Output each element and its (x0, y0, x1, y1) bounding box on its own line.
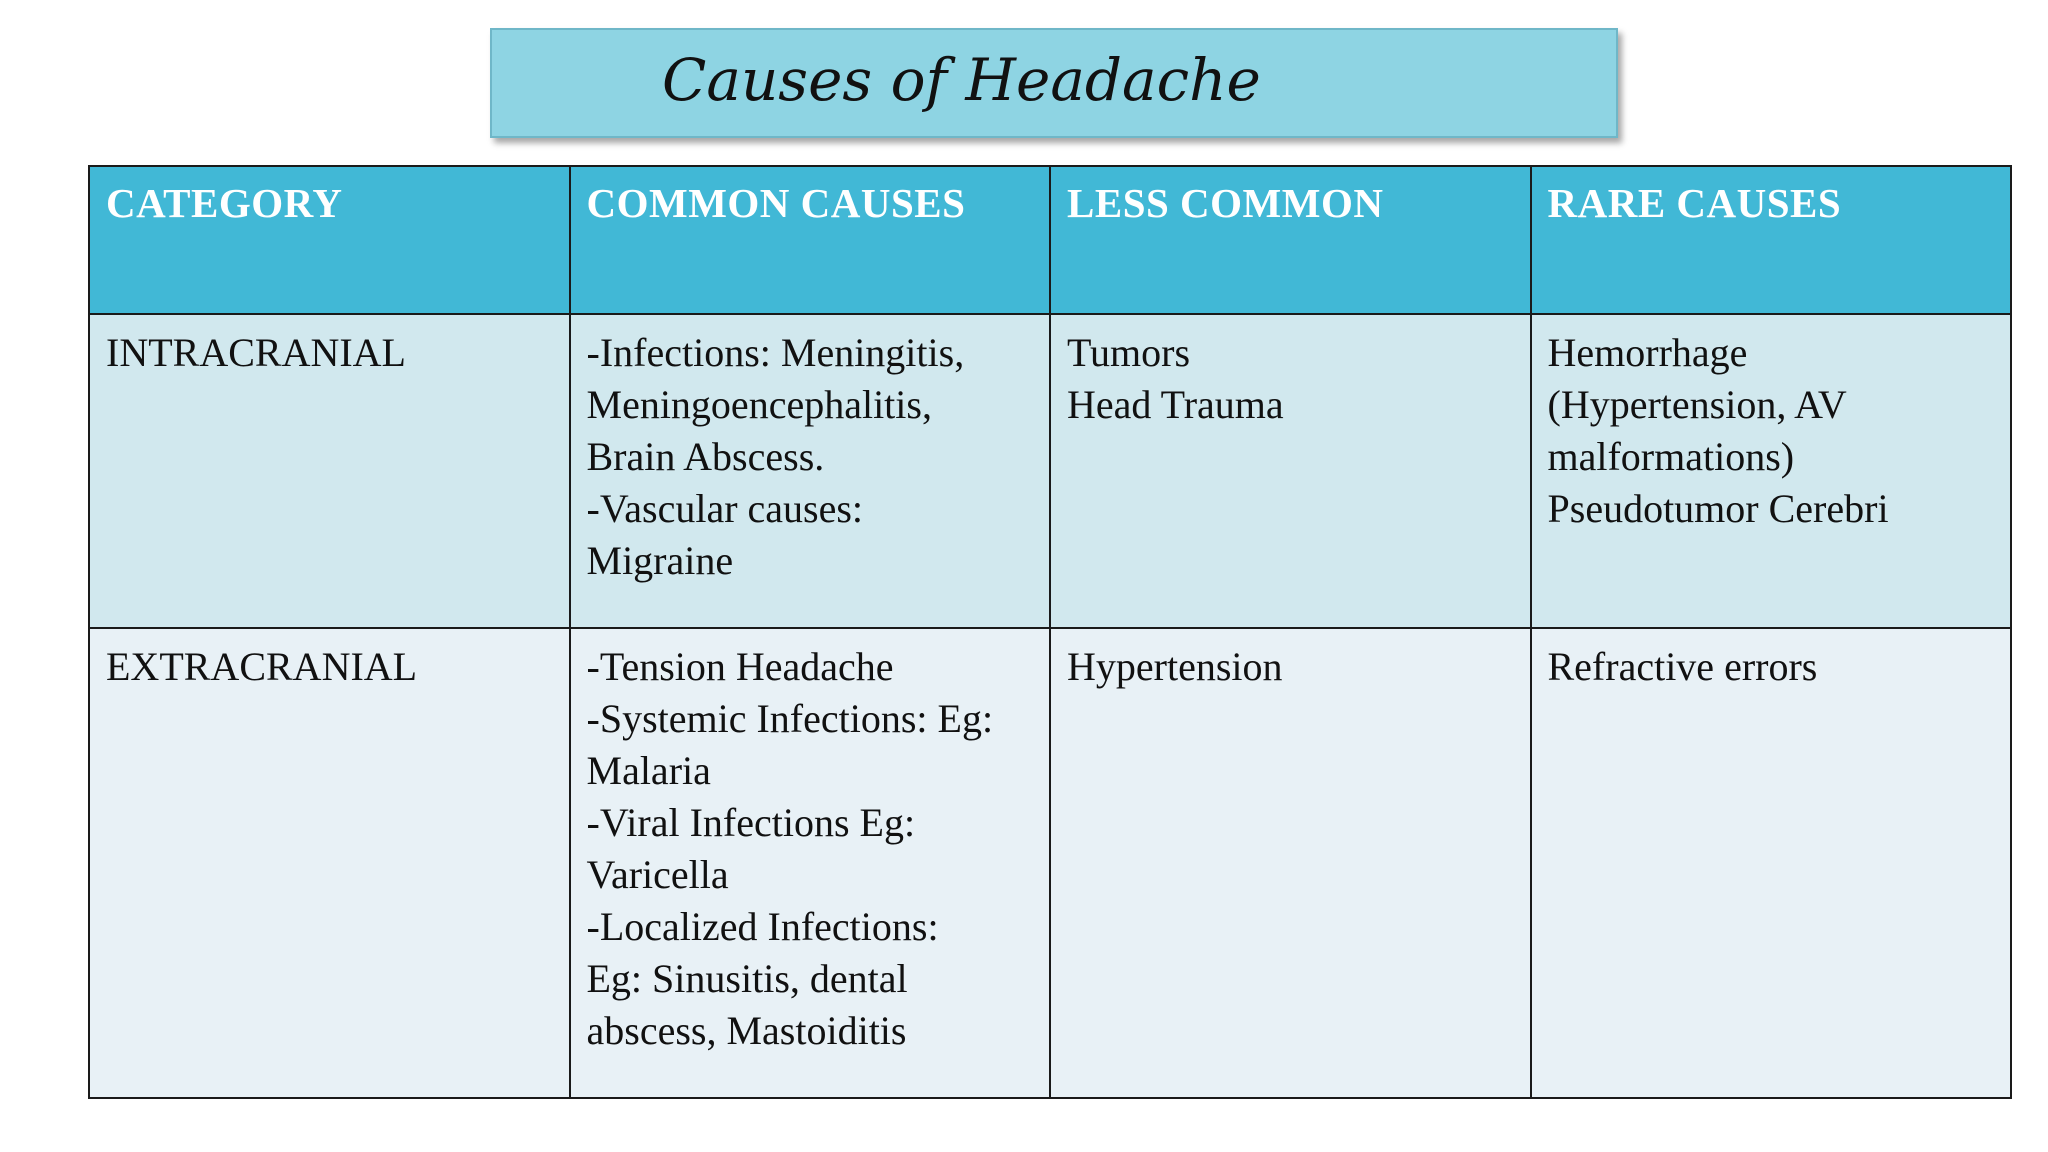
cell-line: Brain Abscess. (586, 434, 825, 479)
cell-category: INTRACRANIAL (89, 314, 570, 628)
cell-line: Malaria (586, 748, 711, 793)
cell-line: -Infections: Meningitis, (586, 330, 965, 375)
cell-line: Pseudotumor Cerebri (1547, 486, 1889, 531)
cell-line: abscess, Mastoiditis (586, 1008, 907, 1053)
slide-title: Causes of Headache (662, 46, 1261, 114)
title-banner (490, 28, 1618, 138)
cell-line: Hypertension (1067, 644, 1283, 689)
cell-line: Tumors (1067, 330, 1191, 375)
cell-rare-causes (1531, 314, 2012, 628)
cell-line: -Tension Headache (586, 644, 894, 689)
cell-line: Eg: Sinusitis, dental (586, 956, 908, 1001)
cell-common-causes (570, 314, 1051, 628)
cell-line: malformations) (1547, 434, 1795, 479)
cell-less-common (1050, 628, 1531, 1098)
cell-category: EXTRACRANIAL (89, 628, 570, 1098)
cell-line: Head Trauma (1067, 382, 1284, 427)
header-category: CATEGORY (89, 166, 570, 314)
cell-line: -Vascular causes: (586, 486, 864, 531)
table-row-extracranial (89, 628, 2011, 1098)
cell-line: Meningoencephalitis, (586, 382, 932, 427)
table-header-row (89, 166, 2011, 314)
header-rare-causes: RARE CAUSES (1531, 166, 2012, 314)
cell-line: Refractive errors (1547, 644, 1818, 689)
table-row-intracranial (89, 314, 2011, 628)
header-common-causes: COMMON CAUSES (570, 166, 1051, 314)
cell-line: (Hypertension, AV (1547, 382, 1847, 427)
cell-common-causes (570, 628, 1051, 1098)
cell-line: -Viral Infections Eg: (586, 800, 916, 845)
cell-line: Migraine (586, 538, 734, 583)
cell-line: Varicella (586, 852, 729, 897)
cell-line: -Systemic Infections: Eg: (586, 696, 994, 741)
cell-line: Hemorrhage (1547, 330, 1748, 375)
header-less-common: LESS COMMON (1050, 166, 1531, 314)
cell-less-common (1050, 314, 1531, 628)
cell-line: -Localized Infections: (586, 904, 939, 949)
causes-table (88, 165, 2012, 1099)
cell-rare-causes (1531, 628, 2012, 1098)
